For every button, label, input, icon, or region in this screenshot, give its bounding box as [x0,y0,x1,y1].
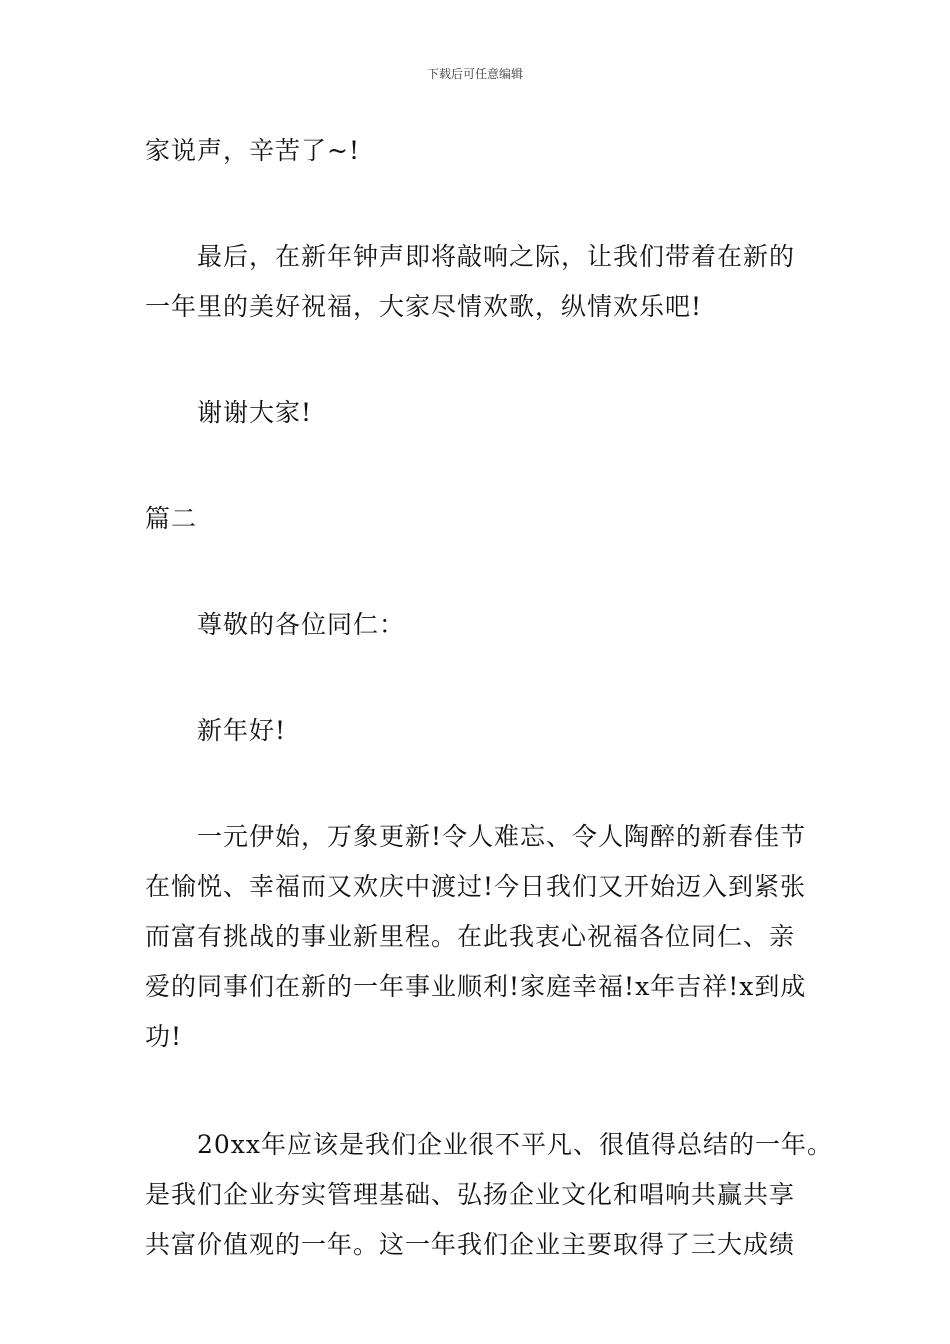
page-header: 下载后可任意编辑 [426,67,523,81]
paragraph-3 [145,388,825,438]
text-line: 而富有挑战的事业新里程。在此我衷心祝福各位同仁、亲 [145,922,796,951]
salutation [145,600,825,650]
text-line: 共富价值观的一年。这一年我们企业主要取得了三大成绩 [145,1230,796,1259]
paragraph-2 [145,232,825,332]
text-line: 家说声，辛苦了~! [145,136,360,165]
document-body [145,126,834,1270]
text-line: 功! [145,1022,183,1051]
paragraph-1 [145,126,825,176]
text-line: 篇二 [145,504,198,533]
paragraph-7 [145,812,825,1062]
text-line: 一元伊始，万象更新!令人难忘、令人陶醉的新春佳节 [197,822,807,851]
text-line: 在愉悦、幸福而又欢庆中渡过!今日我们又开始迈入到紧张 [145,872,807,901]
text-line: 一年里的美好祝福，大家尽情欢歌，纵情欢乐吧! [145,292,703,321]
text-line: 谢谢大家! [197,398,313,427]
text-line: 爱的同事们在新的一年事业顺利!家庭幸福!x年吉祥!x到成 [145,972,807,1001]
section-heading [145,494,825,544]
text-line: 尊敬的各位同仁： [197,610,406,639]
text-line: 新年好! [197,716,287,745]
text-line: 20xx年应该是我们企业很不平凡、很值得总结的一年。 [197,1130,834,1159]
paragraph-8 [145,1120,834,1270]
text-line: 最后，在新年钟声即将敲响之际，让我们带着在新的 [197,242,796,271]
text-line: 是我们企业夯实管理基础、弘扬企业文化和唱响共赢共享 [145,1180,796,1209]
greeting [145,706,825,756]
